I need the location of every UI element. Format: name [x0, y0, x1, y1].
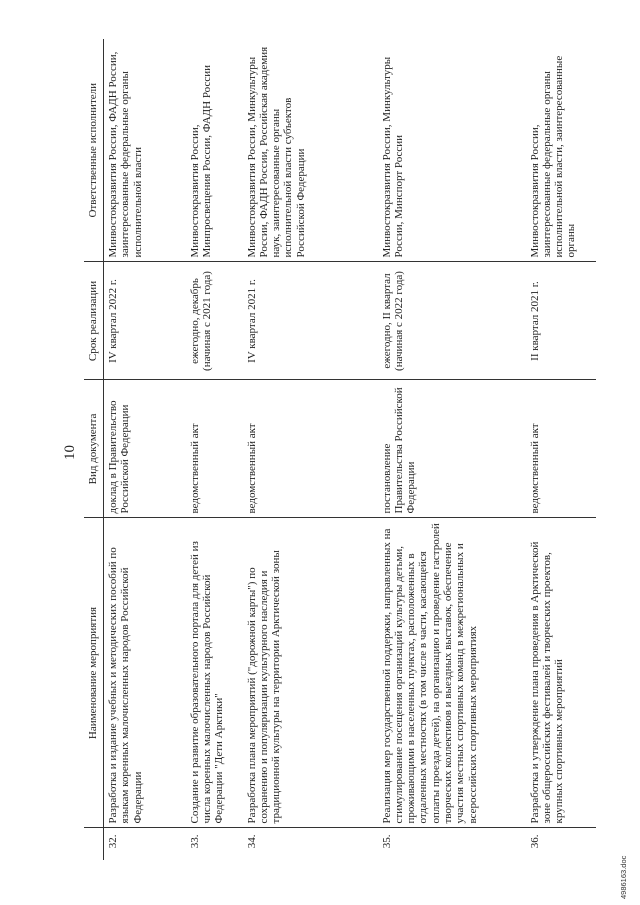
measure-name: Разработка плана мероприятий ("дорожной карты") по сохранению и популяризации культурного наследия и традиционной культуры на территории Арктической зоны [243, 518, 378, 828]
responsible: Минвостокразвития России, ФАДН России, заинтересованные федеральные органы исполнительной власти [104, 39, 186, 262]
header-deadline: Срок реализации [84, 262, 104, 380]
measure-name: Реализация мер государственной поддержки, направленных на стимулирование посещения организаций культуры детьми, проживающими в населенных пунктах, расположенных в отдаленных местностях (в том числе в части, касающейся оплаты проезда детей), на организацию и проведение гастролей творческих коллективов и выездных выставок, обеспечение участия местных спортивных команд в межрегиональных и всероссийских спортивных мероприятиях [378, 518, 526, 828]
table-row [104, 39, 186, 860]
table-row [378, 39, 526, 860]
table-header-row [84, 39, 104, 860]
responsible: Минвостокразвития России, Минкультуры России, Минспорт России [378, 39, 526, 262]
deadline: ежегодно, декабрь (начиная с 2021 года) [186, 262, 243, 380]
document-type: доклад в Правительство Российской Федерации [104, 380, 186, 518]
responsible: Минвостокразвития России, Минпросвещения России, ФАДН России [186, 39, 243, 262]
deadline: ежегодно, II квартал (начиная с 2022 года) [378, 262, 526, 380]
page-number: 10 [62, 445, 78, 460]
document-type: ведомственный акт [186, 380, 243, 518]
deadline: IV квартал 2022 г. [104, 262, 186, 380]
row-number: 33. [188, 834, 201, 849]
header-number [84, 828, 104, 860]
document-type: постановление Правительства Российской Федерации [378, 380, 526, 518]
document-type: ведомственный акт [243, 380, 378, 518]
deadline: IV квартал 2021 г. [243, 262, 378, 380]
deadline: II квартал 2021 г. [526, 262, 596, 380]
table-row [526, 39, 596, 860]
header-document-type: Вид документа [84, 380, 104, 518]
row-number: 36. [528, 834, 541, 849]
measure-name: Разработка и издание учебных и методических пособий по языкам коренных малочисленных народов Российской Федерации [104, 518, 186, 828]
footer-file-code: 4986163.doc [619, 855, 628, 899]
row-number: 35. [380, 834, 393, 849]
table-row [186, 39, 243, 860]
measure-name: Разработка и утверждение плана проведения в Арктической зоне общероссийских фестивалей и творческих проектов, крупных спортивных мероприятий [526, 518, 596, 828]
header-measure-name: Наименование мероприятия [84, 518, 104, 828]
header-responsible: Ответственные исполнители [84, 39, 104, 262]
row-number: 34. [245, 834, 258, 849]
row-number: 32. [107, 834, 119, 849]
measure-name: Создание и развитие образовательного портала для детей из числа коренных малочисленных народов Российской Федерации "Дети Арктики" [186, 518, 243, 828]
table-row [243, 39, 378, 860]
responsible: Минвостокразвития России, заинтересованные федеральные органы исполнительной власти, заинтересованные органы [526, 39, 596, 262]
measures-table [84, 39, 596, 860]
responsible: Минвостокразвития России, Минкультуры России, ФАДН России, Российская академия наук, заинтересованные органы исполнительной власти субъектов Российской Федерации [243, 39, 378, 262]
document-type: ведомственный акт [526, 380, 596, 518]
